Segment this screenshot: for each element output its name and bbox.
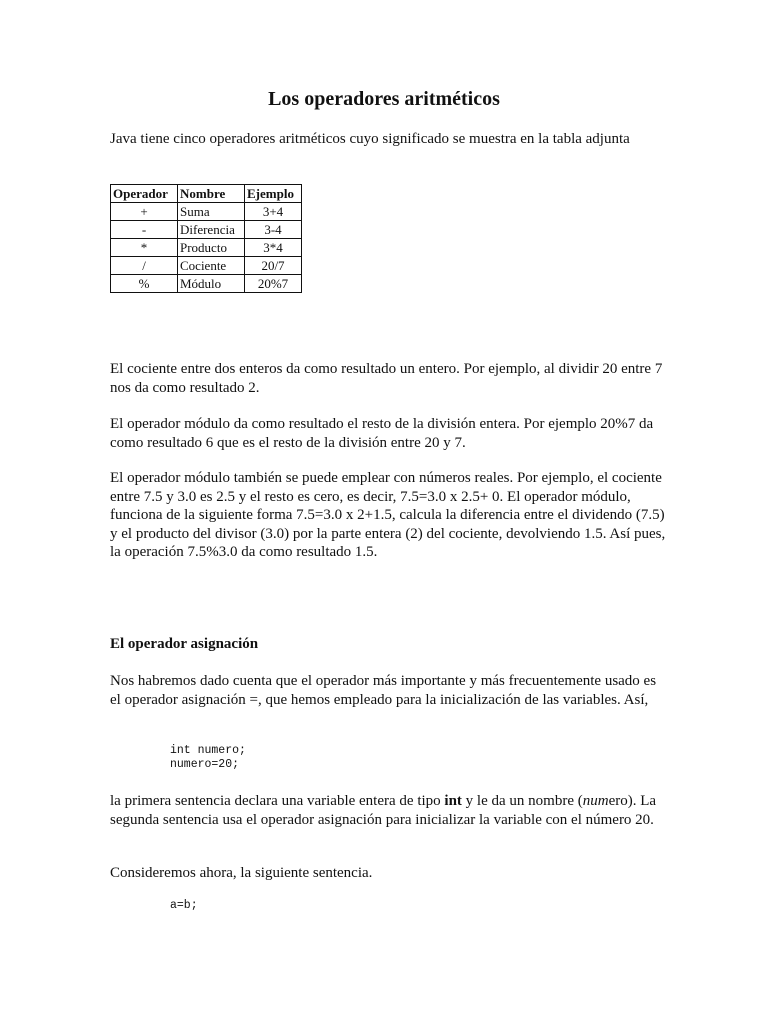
header-operador: Operador (111, 185, 178, 203)
paragraph-asignacion: Nos habremos dado cuenta que el operador más importante y más frecuentemente usado es el operador asignación =, que hemos empleado para la inicialización de las variables. Así, (110, 673, 657, 708)
header-ejemplo: Ejemplo (245, 185, 302, 203)
name-cell: Cociente (178, 257, 245, 275)
operator-cell: + (111, 203, 178, 221)
operators-table (110, 184, 302, 293)
text-run: ero). La segunda sentencia usa el operador asignación para inicializar la variable con el número 20. (110, 793, 657, 828)
page-title: Los operadores aritméticos (268, 88, 500, 110)
paragraph-modulo-reales: El operador módulo también se puede emplear con números reales. Por ejemplo, el cociente entre 7.5 y 3.0 es 2.5 y el resto es cero, es decir, 7.5=3.0 x 2.5+ 0. El operador módulo, funciona de la siguiente forma 7.5=3.0 x 2+1.5, calcula la diferencia entre el dividendo (7.5) y el producto del divisor (3.0) por la parte entera (2) del cociente, devolviendo 1.5. Así pues, la operación 7.5%3.0 da como resultado 1.5. (110, 470, 666, 560)
table-row (111, 257, 302, 275)
example-cell: 3+4 (245, 203, 302, 221)
name-cell: Diferencia (178, 221, 245, 239)
name-cell: Suma (178, 203, 245, 221)
operator-cell: % (111, 275, 178, 293)
operator-cell: * (111, 239, 178, 257)
text-run: la primera sentencia declara una variable entera de tipo (110, 793, 445, 809)
name-cell: Producto (178, 239, 245, 257)
section-heading: El operador asignación (110, 636, 259, 652)
table-row (111, 221, 302, 239)
example-cell: 3*4 (245, 239, 302, 257)
table-row (111, 239, 302, 257)
header-nombre: Nombre (178, 185, 245, 203)
keyword-int: int (444, 793, 462, 809)
table-row (111, 203, 302, 221)
paragraph-modulo: El operador módulo da como resultado el resto de la división entera. Por ejemplo 20%7 da como resultado 6 que es el resto de la división entre 20 y 7. (110, 416, 654, 451)
code-block-declaration: int numero; numero=20; (170, 744, 246, 771)
example-cell: 20%7 (245, 275, 302, 293)
operator-cell: - (111, 221, 178, 239)
name-cell: Módulo (178, 275, 245, 293)
table-row (111, 275, 302, 293)
text-run: y le da un nombre ( (461, 793, 583, 809)
paragraph-explicacion (110, 792, 670, 829)
code-block-assignment: a=b; (170, 899, 198, 912)
example-cell: 3-4 (245, 221, 302, 239)
operator-cell: / (111, 257, 178, 275)
example-cell: 20/7 (245, 257, 302, 275)
paragraph-consideremos: Consideremos ahora, la siguiente sentencia. (110, 865, 373, 881)
italic-num: num (582, 793, 609, 809)
table-header-row (111, 185, 302, 203)
paragraph-cociente: El cociente entre dos enteros da como resultado un entero. Por ejemplo, al dividir 20 entre 7 nos da como resultado 2. (110, 361, 663, 396)
intro-paragraph: Java tiene cinco operadores aritméticos cuyo significado se muestra en la tabla adjunta (110, 131, 630, 147)
